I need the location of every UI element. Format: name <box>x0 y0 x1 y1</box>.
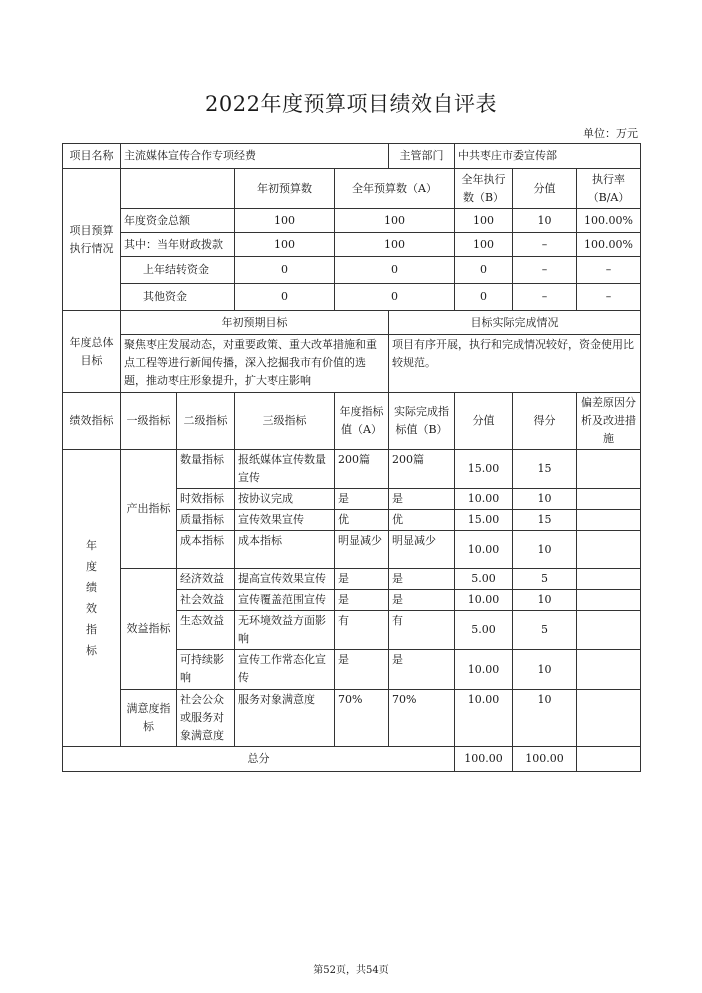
level3-indicator: 成本指标 <box>235 531 335 569</box>
actual-value: 200篇 <box>389 450 455 489</box>
goals-section-label: 年度总体目标 <box>63 311 121 393</box>
budget-row-label: 其他资金 <box>121 284 235 311</box>
budget-cell: 100 <box>235 209 335 233</box>
level3-indicator: 提高宣传效果宣传 <box>235 569 335 590</box>
annual-indicator-section-label: 年度绩效指标 <box>63 450 121 747</box>
planned-goal-text: 聚焦枣庄发展动态，对重要政策、重大改革措施和重点工程等进行新闻传播，深入挖掘我市有价值的选题，推动枣庄形象提升，扩大枣庄影响 <box>121 335 389 393</box>
deviation-note <box>577 611 641 650</box>
page-footer: 第52页，共54页 <box>313 965 389 976</box>
deviation-note <box>577 510 641 531</box>
budget-cell: 0 <box>235 284 335 311</box>
unit-label: 单位：万元 <box>583 127 638 140</box>
budget-row-label: 上年结转资金 <box>121 257 235 284</box>
budget-header: 年初预算数 <box>235 169 335 209</box>
score-value: 10.00 <box>455 650 513 690</box>
dept-label: 主管部门 <box>389 144 455 169</box>
budget-cell: 100.00% <box>577 233 641 257</box>
actual-value: 是 <box>389 489 455 510</box>
budget-cell: – <box>513 233 577 257</box>
actual-value: 明显减少 <box>389 531 455 569</box>
score: 5 <box>513 569 577 590</box>
budget-cell: – <box>577 257 641 284</box>
budget-header-blank <box>121 169 235 209</box>
level2-indicator: 经济效益 <box>177 569 235 590</box>
budget-header: 分值 <box>513 169 577 209</box>
target-value: 200篇 <box>335 450 389 489</box>
actual-value: 优 <box>389 510 455 531</box>
score: 10 <box>513 650 577 690</box>
indicator-header-label: 绩效指标 <box>63 393 121 450</box>
target-value: 明显减少 <box>335 531 389 569</box>
indicator-column-header: 分值 <box>455 393 513 450</box>
target-value: 70% <box>335 690 389 747</box>
actual-goal-header: 目标实际完成情况 <box>389 311 641 335</box>
budget-cell: 100 <box>455 233 513 257</box>
deviation-note <box>577 569 641 590</box>
indicator-column-header: 实际完成指标值（B） <box>389 393 455 450</box>
total-score: 100.00 <box>513 747 577 772</box>
deviation-note <box>577 650 641 690</box>
score-value: 15.00 <box>455 450 513 489</box>
score: 10 <box>513 531 577 569</box>
budget-header: 执行率（B/A） <box>577 169 641 209</box>
actual-value: 有 <box>389 611 455 650</box>
budget-header: 全年执行数（B） <box>455 169 513 209</box>
budget-cell: 100 <box>235 233 335 257</box>
score: 15 <box>513 450 577 489</box>
budget-cell: 100 <box>335 209 455 233</box>
target-value: 优 <box>335 510 389 531</box>
score-value: 10.00 <box>455 590 513 611</box>
target-value: 是 <box>335 650 389 690</box>
document-title: 2022年度预算项目绩效自评表 <box>205 92 497 116</box>
level3-indicator: 报纸媒体宣传数量宣传 <box>235 450 335 489</box>
planned-goal-header: 年初预期目标 <box>121 311 389 335</box>
level2-indicator: 社会公众或服务对象满意度 <box>177 690 235 747</box>
score-value: 5.00 <box>455 611 513 650</box>
target-value: 是 <box>335 590 389 611</box>
budget-cell: 0 <box>235 257 335 284</box>
level2-indicator: 成本指标 <box>177 531 235 569</box>
indicator-column-header: 偏差原因分析及改进措施 <box>577 393 641 450</box>
score: 10 <box>513 690 577 747</box>
total-score-value: 100.00 <box>455 747 513 772</box>
level2-indicator: 时效指标 <box>177 489 235 510</box>
deviation-note <box>577 590 641 611</box>
score-value: 10.00 <box>455 489 513 510</box>
budget-cell: 100 <box>455 209 513 233</box>
level2-indicator: 社会效益 <box>177 590 235 611</box>
level1-indicator: 效益指标 <box>121 569 177 690</box>
budget-header: 全年预算数（A） <box>335 169 455 209</box>
score: 10 <box>513 590 577 611</box>
self-evaluation-table <box>62 143 641 772</box>
actual-value: 是 <box>389 650 455 690</box>
indicator-column-header: 得分 <box>513 393 577 450</box>
indicator-column-header: 三级指标 <box>235 393 335 450</box>
indicator-column-header: 二级指标 <box>177 393 235 450</box>
level2-indicator: 可持续影响 <box>177 650 235 690</box>
score-value: 5.00 <box>455 569 513 590</box>
target-value: 是 <box>335 489 389 510</box>
budget-cell: 100.00% <box>577 209 641 233</box>
budget-row-label: 年度资金总额 <box>121 209 235 233</box>
actual-value: 是 <box>389 590 455 611</box>
target-value: 是 <box>335 569 389 590</box>
budget-cell: – <box>513 284 577 311</box>
budget-cell: 0 <box>335 284 455 311</box>
target-value: 有 <box>335 611 389 650</box>
deviation-note <box>577 489 641 510</box>
level2-indicator: 生态效益 <box>177 611 235 650</box>
budget-cell: 0 <box>455 284 513 311</box>
level3-indicator: 宣传效果宣传 <box>235 510 335 531</box>
level3-indicator: 服务对象满意度 <box>235 690 335 747</box>
budget-cell: – <box>577 284 641 311</box>
level1-indicator: 满意度指标 <box>121 690 177 747</box>
deviation-note <box>577 690 641 747</box>
score-value: 15.00 <box>455 510 513 531</box>
indicator-column-header: 一级指标 <box>121 393 177 450</box>
project-name-label: 项目名称 <box>63 144 121 169</box>
score: 10 <box>513 489 577 510</box>
actual-goal-text: 项目有序开展，执行和完成情况较好，资金使用比较规范。 <box>389 335 641 393</box>
level3-indicator: 无环境效益方面影响 <box>235 611 335 650</box>
level2-indicator: 质量指标 <box>177 510 235 531</box>
budget-section-label: 项目预算执行情况 <box>63 169 121 311</box>
deviation-note <box>577 531 641 569</box>
level3-indicator: 宣传工作常态化宣传 <box>235 650 335 690</box>
total-blank <box>577 747 641 772</box>
level1-indicator: 产出指标 <box>121 450 177 569</box>
total-label: 总分 <box>63 747 455 772</box>
dept-value: 中共枣庄市委宣传部 <box>455 144 641 169</box>
budget-cell: – <box>513 257 577 284</box>
budget-row-label: 其中：当年财政拨款 <box>121 233 235 257</box>
level2-indicator: 数量指标 <box>177 450 235 489</box>
indicator-column-header: 年度指标值（A） <box>335 393 389 450</box>
deviation-note <box>577 450 641 489</box>
budget-cell: 10 <box>513 209 577 233</box>
actual-value: 70% <box>389 690 455 747</box>
actual-value: 是 <box>389 569 455 590</box>
level3-indicator: 按协议完成 <box>235 489 335 510</box>
score: 15 <box>513 510 577 531</box>
budget-cell: 0 <box>455 257 513 284</box>
score-value: 10.00 <box>455 531 513 569</box>
budget-cell: 100 <box>335 233 455 257</box>
score: 5 <box>513 611 577 650</box>
budget-cell: 0 <box>335 257 455 284</box>
score-value: 10.00 <box>455 690 513 747</box>
level3-indicator: 宣传覆盖范围宣传 <box>235 590 335 611</box>
project-name-value: 主流媒体宣传合作专项经费 <box>121 144 389 169</box>
